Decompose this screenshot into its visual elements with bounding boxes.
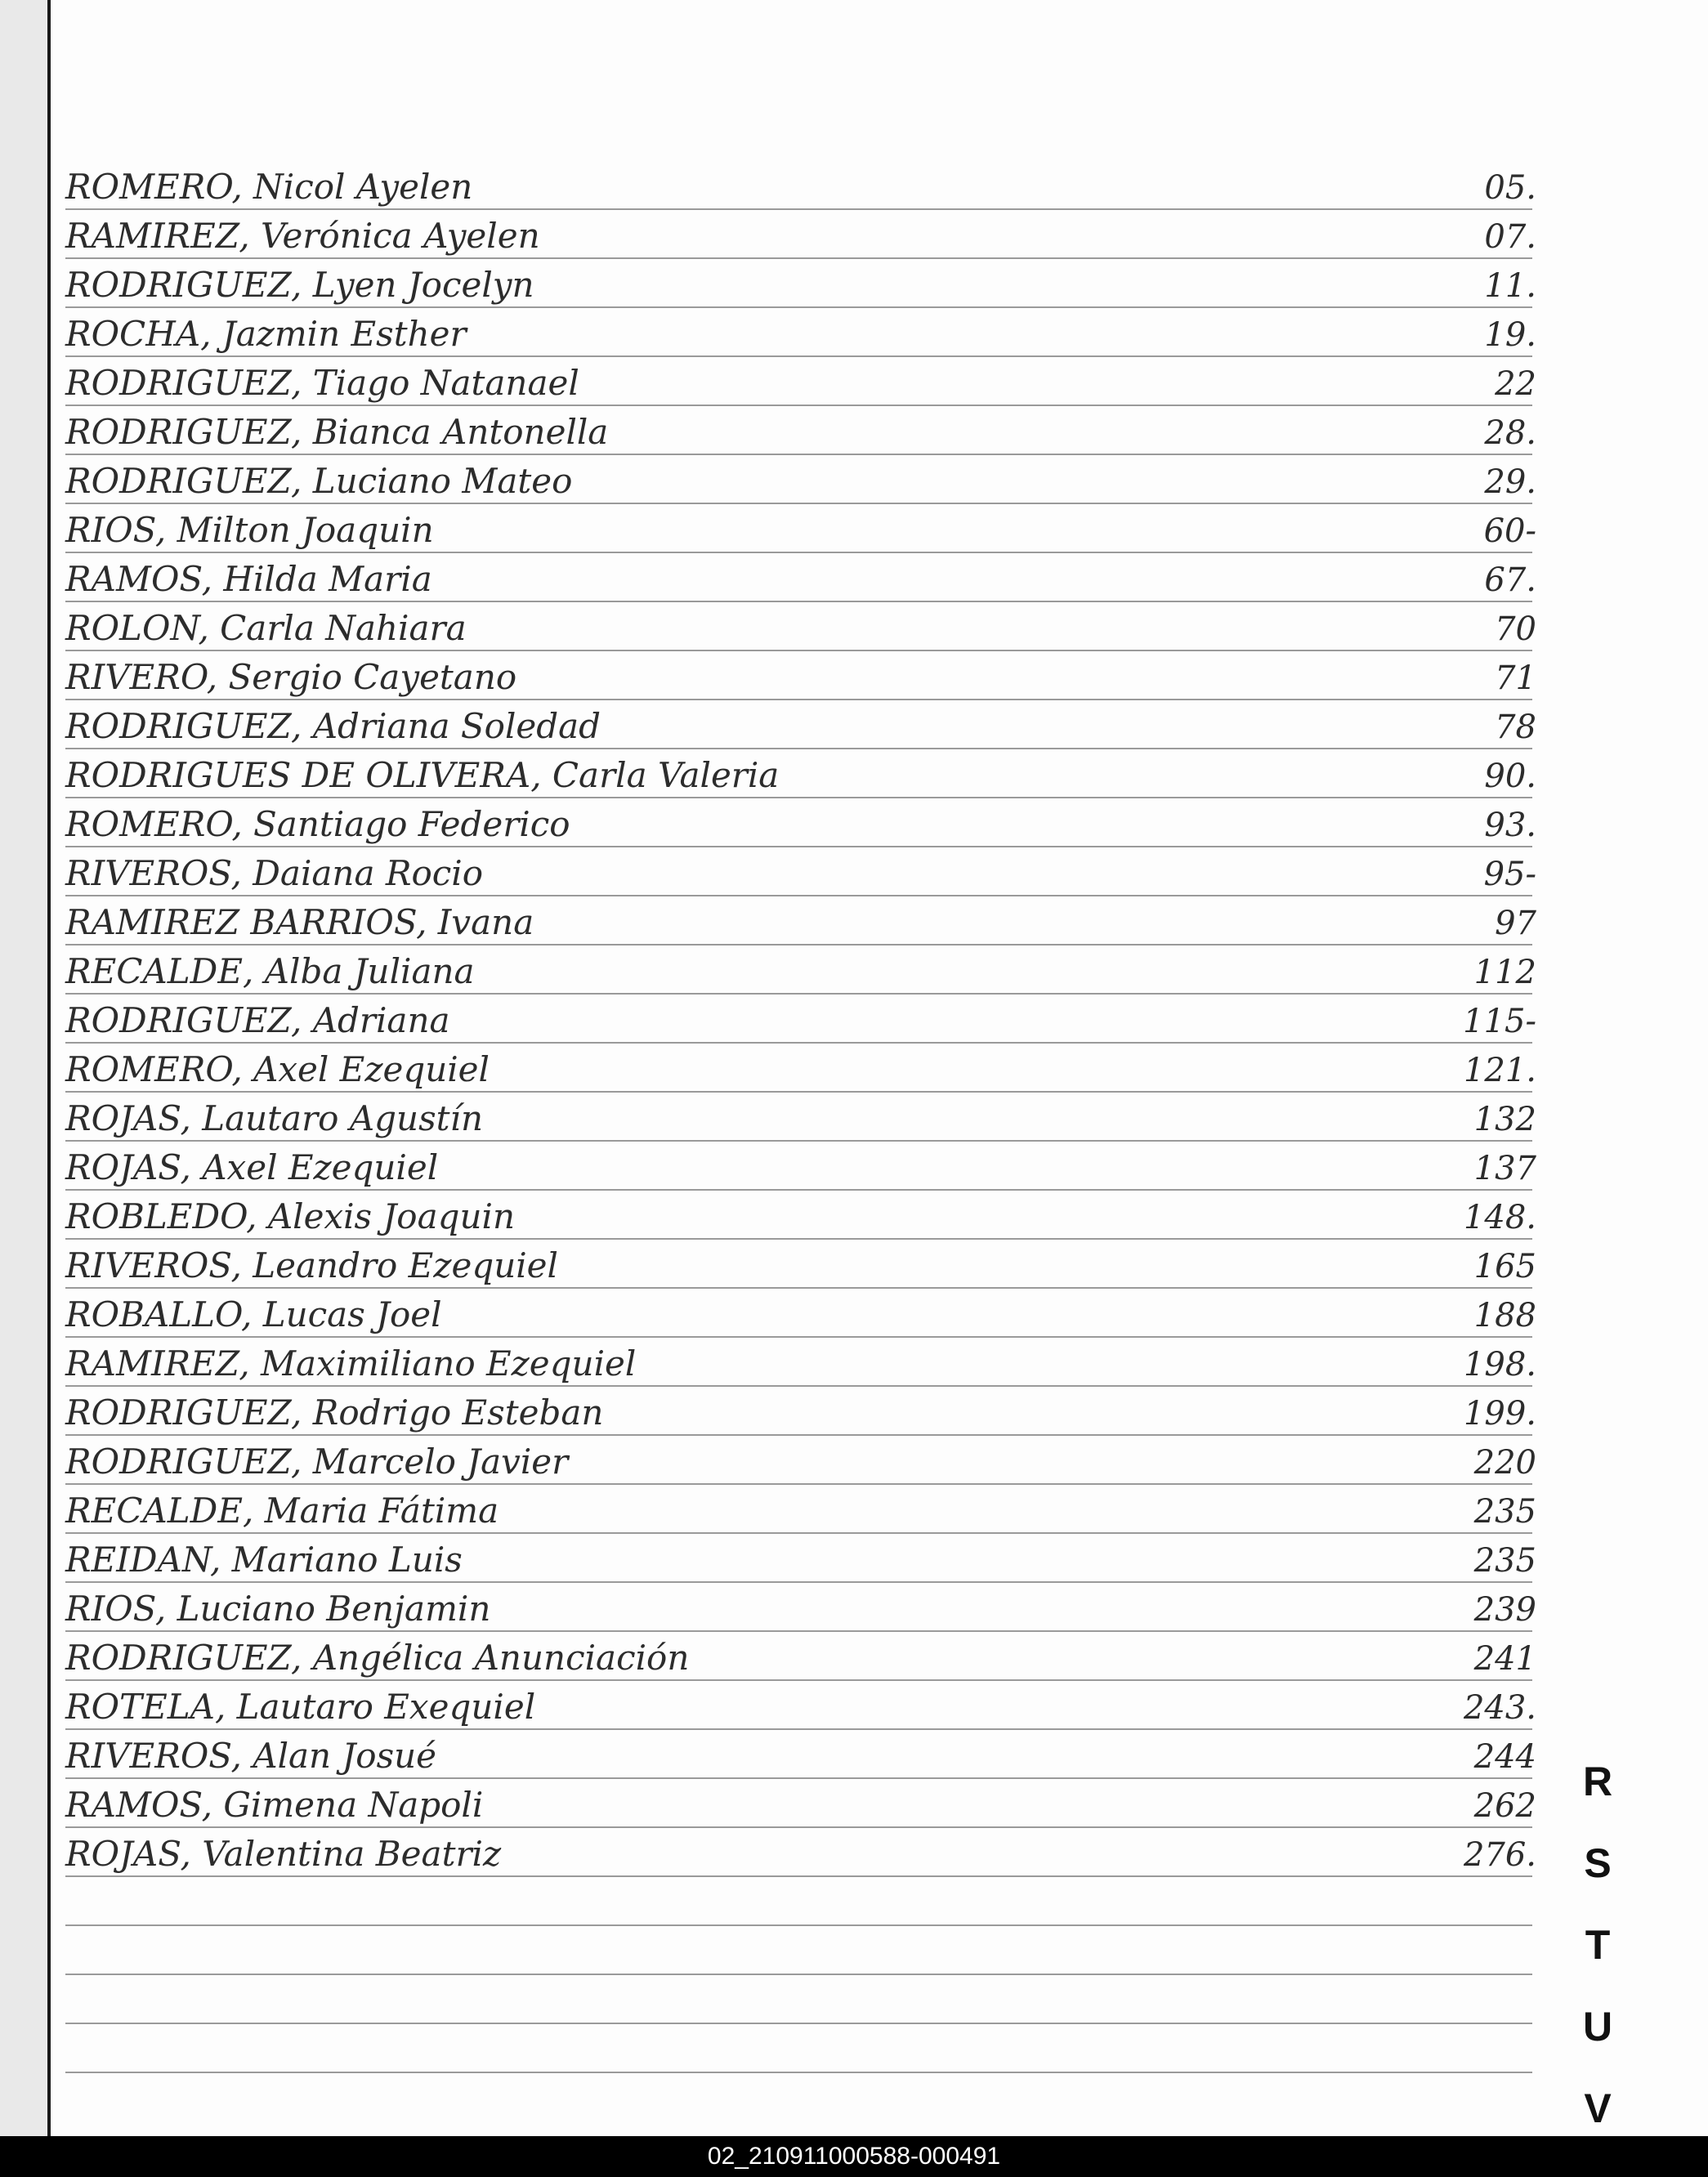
ruled-line	[65, 2023, 1532, 2024]
entry-name: ROMERO, Santiago Federico	[65, 804, 570, 844]
entry-number: 05.	[1484, 169, 1536, 207]
entry-row	[57, 1826, 1545, 1874]
entry-number: 137	[1473, 1150, 1536, 1187]
entry-number: 244	[1473, 1738, 1536, 1776]
entry-number: 115-	[1463, 1003, 1536, 1040]
page-binding-edge	[0, 0, 47, 2136]
entry-number: 220	[1473, 1444, 1536, 1482]
entry-row	[57, 993, 1545, 1040]
entry-number: 262	[1473, 1787, 1536, 1825]
entry-number: 97	[1495, 905, 1536, 942]
entry-row	[57, 1238, 1545, 1285]
entry-number: 78	[1495, 709, 1536, 746]
entry-name: RAMIREZ, Verónica Ayelen	[65, 216, 540, 256]
entry-name: RODRIGUEZ, Rodrigo Esteban	[65, 1392, 604, 1433]
entry-number: 132	[1473, 1101, 1536, 1138]
entry-number: 198.	[1463, 1346, 1536, 1384]
entry-row	[57, 1091, 1545, 1138]
entry-number: 90.	[1484, 758, 1536, 795]
entry-name: ROTELA, Lautaro Exequiel	[65, 1687, 536, 1727]
ruled-line	[65, 1875, 1532, 1877]
entry-row	[57, 1434, 1545, 1482]
entry-number: 199.	[1463, 1395, 1536, 1433]
entry-name: RODRIGUEZ, Luciano Mateo	[65, 461, 573, 501]
entry-row	[57, 257, 1545, 305]
entry-name: ROMERO, Axel Ezequiel	[65, 1049, 490, 1089]
alphabet-index-tabs	[1569, 1741, 1626, 2136]
index-tab-u: U	[1582, 2004, 1613, 2050]
entry-name: RODRIGUEZ, Bianca Antonella	[65, 412, 609, 452]
entry-number: 60-	[1483, 512, 1536, 550]
entry-number: 29.	[1484, 463, 1536, 501]
index-tab-r: R	[1582, 1759, 1613, 1804]
entry-name: RODRIGUES DE OLIVERA, Carla Valeria	[65, 755, 780, 795]
entry-row	[57, 1679, 1545, 1727]
entry-number: 243.	[1463, 1689, 1536, 1727]
entry-name: RAMIREZ BARRIOS, Ivana	[65, 902, 534, 942]
entry-row	[57, 454, 1545, 501]
entry-number: 276.	[1463, 1836, 1536, 1874]
entry-row	[57, 405, 1545, 452]
entry-name: RAMIREZ, Maximiliano Ezequiel	[65, 1343, 637, 1384]
ruled-line	[65, 1974, 1532, 1975]
entry-name: RODRIGUEZ, Marcelo Javier	[65, 1442, 569, 1482]
document-code: 02_210911000588-000491	[707, 2143, 1001, 2170]
entry-name: RIVEROS, Leandro Ezequiel	[65, 1245, 558, 1285]
entry-row	[57, 552, 1545, 599]
entry-number: 93.	[1484, 807, 1536, 844]
entry-row	[57, 1728, 1545, 1776]
entry-row	[57, 1581, 1545, 1629]
entry-number: 188	[1473, 1297, 1536, 1334]
entry-number: 07.	[1484, 218, 1536, 256]
entry-number: 239	[1473, 1591, 1536, 1629]
entry-name: RODRIGUEZ, Adriana Soledad	[65, 706, 601, 746]
index-tab-t: T	[1585, 1922, 1611, 1968]
entry-number: 241	[1473, 1640, 1536, 1678]
entry-row	[57, 1630, 1545, 1678]
entry-number: 165	[1473, 1248, 1536, 1285]
entry-name: ROJAS, Lautaro Agustín	[65, 1098, 483, 1138]
entry-row	[57, 503, 1545, 550]
entry-name: ROBALLO, Lucas Joel	[65, 1294, 442, 1334]
entry-row	[57, 1287, 1545, 1334]
entry-name: ROBLEDO, Alexis Joaquin	[65, 1196, 516, 1236]
entry-name: RAMOS, Gimena Napoli	[65, 1785, 484, 1825]
entry-number: 95-	[1483, 856, 1536, 893]
left-margin-line	[47, 0, 51, 2136]
entry-name: RIVEROS, Alan Josué	[65, 1736, 437, 1776]
entry-number: 235	[1473, 1493, 1536, 1531]
entry-name: RIVEROS, Daiana Rocio	[65, 853, 484, 893]
index-tab-s: S	[1584, 1840, 1612, 1886]
entry-row	[57, 1777, 1545, 1825]
entry-name: ROJAS, Valentina Beatriz	[65, 1834, 502, 1874]
entry-row	[57, 208, 1545, 256]
entry-name: ROLON, Carla Nahiara	[65, 608, 467, 648]
entry-number: 67.	[1484, 561, 1536, 599]
entry-row	[57, 895, 1545, 942]
entry-row	[57, 1336, 1545, 1384]
entry-row	[57, 1042, 1545, 1089]
entry-name: RAMOS, Hilda Maria	[65, 559, 432, 599]
entry-row	[57, 355, 1545, 403]
entry-number: 235	[1473, 1542, 1536, 1580]
entry-name: REIDAN, Mariano Luis	[65, 1540, 463, 1580]
entry-row	[57, 699, 1545, 746]
entry-number: 71	[1495, 659, 1536, 697]
entry-number: 148.	[1463, 1199, 1536, 1236]
entry-number: 28.	[1484, 414, 1536, 452]
entry-number: 19.	[1484, 316, 1536, 354]
index-tab-v: V	[1584, 2085, 1612, 2131]
entry-number: 121.	[1463, 1052, 1536, 1089]
entry-row	[57, 1532, 1545, 1580]
scan-footer	[0, 2136, 1708, 2177]
entry-row	[57, 650, 1545, 697]
entry-row	[57, 1140, 1545, 1187]
entry-row	[57, 159, 1545, 207]
entry-name: RIOS, Luciano Benjamin	[65, 1589, 491, 1629]
entry-row	[57, 797, 1545, 844]
ruled-line	[65, 2072, 1532, 2073]
entry-name: RODRIGUEZ, Lyen Jocelyn	[65, 265, 534, 305]
entry-number: 112	[1473, 954, 1536, 991]
ruled-line	[65, 1924, 1532, 1926]
entry-row	[57, 1483, 1545, 1531]
entry-number: 22	[1495, 365, 1536, 403]
entry-row	[57, 1189, 1545, 1236]
entry-name: RECALDE, Alba Juliana	[65, 951, 475, 991]
entry-row	[57, 601, 1545, 648]
entry-name: ROMERO, Nicol Ayelen	[65, 167, 473, 207]
entry-name: RIVERO, Sergio Cayetano	[65, 657, 517, 697]
entry-row	[57, 748, 1545, 795]
entry-row	[57, 306, 1545, 354]
entry-row	[57, 1385, 1545, 1433]
entry-name: RODRIGUEZ, Angélica Anunciación	[65, 1638, 690, 1678]
entry-row	[57, 944, 1545, 991]
entry-row	[57, 846, 1545, 893]
entry-name: RODRIGUEZ, Adriana	[65, 1000, 450, 1040]
entry-number: 11.	[1484, 267, 1536, 305]
entry-number: 70	[1495, 610, 1536, 648]
entry-name: RECALDE, Maria Fátima	[65, 1491, 499, 1531]
entry-name: ROCHA, Jazmin Esther	[65, 314, 467, 354]
entry-name: RODRIGUEZ, Tiago Natanael	[65, 363, 579, 403]
entry-name: RIOS, Milton Joaquin	[65, 510, 434, 550]
entry-name: ROJAS, Axel Ezequiel	[65, 1147, 439, 1187]
